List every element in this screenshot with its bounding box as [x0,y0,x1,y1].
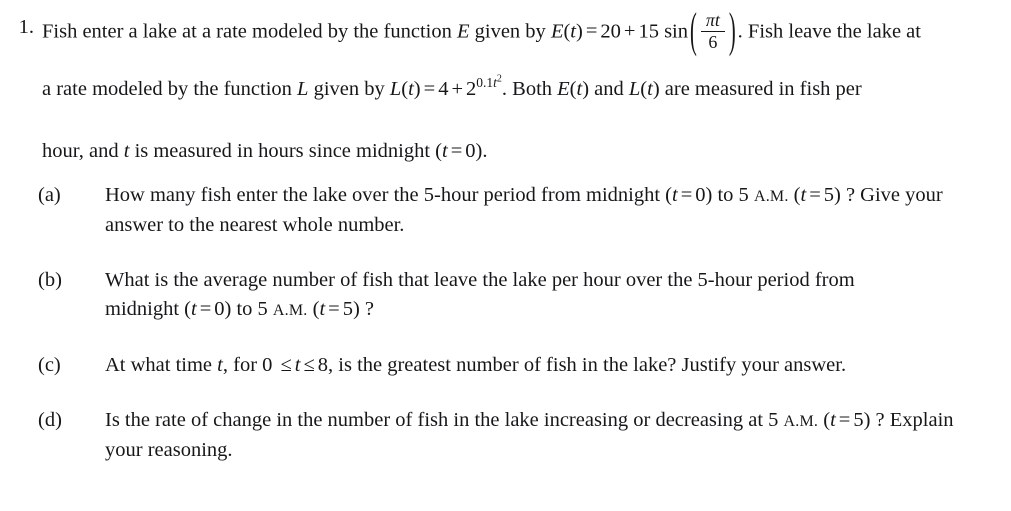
problem-part-d [0,406,1011,465]
part-d-line-2: your reasoning. [105,439,233,461]
problem-number: 1. [18,16,34,38]
part-a-text-1d: ) ? Give your [834,184,943,206]
part-b-text-2d: ) ? [352,298,375,320]
constant-15: 15 [638,20,659,43]
pi-symbol: π [705,10,715,30]
part-text-b [79,266,1011,325]
stem-text-1a: Fish enter a lake at a rate modeled by the function [42,20,457,43]
numerator-variable-t: t [714,10,720,30]
part-text-c [79,351,1011,380]
equals-sign: = [585,20,598,43]
equals-sign: = [809,184,821,206]
variable-t: t [576,78,583,100]
value-zero: 0 [695,184,706,206]
equals-sign: = [450,140,463,162]
stem-text-3c: ). [475,140,488,162]
part-label-c: (c) [38,354,61,376]
part-b-text-2b: ) to 5 [224,298,273,320]
variable-t: t [442,140,448,162]
problem-part-c [0,351,1011,380]
part-d-text-1b: ( [818,409,831,431]
equals-sign: = [423,78,436,100]
stem-line-3 [42,136,1011,166]
variable-t: t [319,298,326,320]
equals-sign: = [199,298,212,320]
time-label-am: A.M. [272,302,308,319]
tall-paren-open: ( [690,5,697,58]
paren-open: ( [563,20,571,43]
stem-text-1b: given by [469,20,551,43]
stem-text-2c: . Both [501,78,558,100]
less-than-or-equal-icon: ≤ [280,354,292,376]
part-a-text-1b: ) to 5 [705,184,754,206]
less-than-or-equal-icon: ≤ [303,354,315,376]
part-d-line-1 [105,406,1011,436]
part-b-line-2 [105,295,1011,325]
stem-text-2a: a rate modeled by the function [42,78,298,100]
part-a-line-2: answer to the nearest whole number. [105,214,405,236]
part-d-text-1a: Is the rate of change in the number of fish in the lake increasing or decreasing at 5 [105,409,784,431]
value-zero: 0 [214,298,225,320]
variable-t: t [408,78,414,100]
value-zero: 0 [465,140,476,162]
part-text-a [79,181,1011,240]
tall-paren-close: ) [728,5,736,58]
time-label-am: A.M. [783,413,819,430]
problem-stem [0,0,1011,166]
fraction-pi-t-over-6 [698,11,728,53]
equals-sign: = [328,298,340,320]
part-b-text-2c: ( [307,298,320,320]
function-E: E [550,20,564,43]
function-E: E [557,78,570,100]
exponent-coefficient: 0.1 [476,75,494,91]
part-label-d: (d) [38,409,62,431]
part-b-line-1: What is the average number of fish that leave the lake per hour over the 5-hour period from [105,269,855,291]
variable-E: E [456,20,470,43]
part-a-line-1 [105,181,1011,211]
problem-part-b [0,266,1011,325]
paren-open: ( [640,78,648,100]
part-label-b: (b) [38,269,62,291]
part-d-text-1c: ) ? Explain [863,409,954,431]
stem-line-2 [42,74,1011,136]
variable-t: t [647,78,653,100]
paren-open: ( [569,78,577,100]
constant-20: 20 [600,20,621,43]
variable-t: t [217,354,223,376]
part-a-text-1c: ( [788,184,801,206]
paren-close: ) [652,78,660,100]
variable-t: t [830,409,836,431]
equals-sign: = [680,184,693,206]
plus-sign: + [623,20,636,43]
exponent-variable-t: t [493,75,497,91]
time-label-am: A.M. [753,188,789,205]
constant-4: 4 [438,78,449,100]
function-L: L [389,78,402,100]
paren-close: ) [576,20,583,43]
variable-L: L [297,78,309,100]
plus-sign: + [451,78,463,100]
value-five: 5 [853,409,864,431]
part-a-text-1a: How many fish enter the lake over the 5-hour period from midnight ( [105,184,673,206]
exponent-expression [476,75,502,90]
function-L: L [628,78,641,100]
stem-line-1 [42,5,1011,74]
part-c-line-1 [105,351,1011,380]
value-five: 5 [823,184,834,206]
problem-part-a [0,181,1011,240]
variable-t: t [190,298,197,320]
part-c-text-1a: At what time [105,354,218,376]
value-five: 5 [342,298,353,320]
variable-t: t [800,184,807,206]
paren-close: ) [413,78,421,100]
fraction-denominator: 6 [708,32,718,53]
stem-text-3b: is measured in hours since midnight ( [129,140,443,162]
paren-close: ) [582,78,590,100]
parenthesized-fraction [689,5,737,58]
stem-text-2b: given by [308,78,390,100]
paren-open: ( [401,78,409,100]
part-label-a: (a) [38,184,61,206]
variable-t: t [570,20,576,43]
exponent-power-2: 2 [496,73,502,85]
stem-text-2d: are measured in fish per [659,78,862,100]
stem-text-3a: hour, and [42,140,124,162]
equals-sign: = [838,409,851,431]
problem-parts-list [0,181,1011,491]
sin-function: sin [664,20,689,43]
conjunction-and: and [589,78,629,100]
exponential-base-2: 2 [466,78,477,100]
part-text-d [79,406,1011,465]
variable-t: t [672,184,678,206]
problem-row [0,0,1011,166]
stem-text-1c: . Fish leave the lake at [737,20,921,43]
part-c-text-1c: , is the greatest number of fish in the lake? Justify your answer. [328,354,847,376]
problem-stem-body [34,0,1011,166]
part-c-text-1b: , for 0 [222,354,278,376]
value-eight: 8 [317,354,329,376]
fraction-numerator [704,11,722,31]
variable-t: t [123,140,130,162]
part-b-text-2a: midnight ( [105,298,191,320]
variable-t: t [294,354,301,376]
